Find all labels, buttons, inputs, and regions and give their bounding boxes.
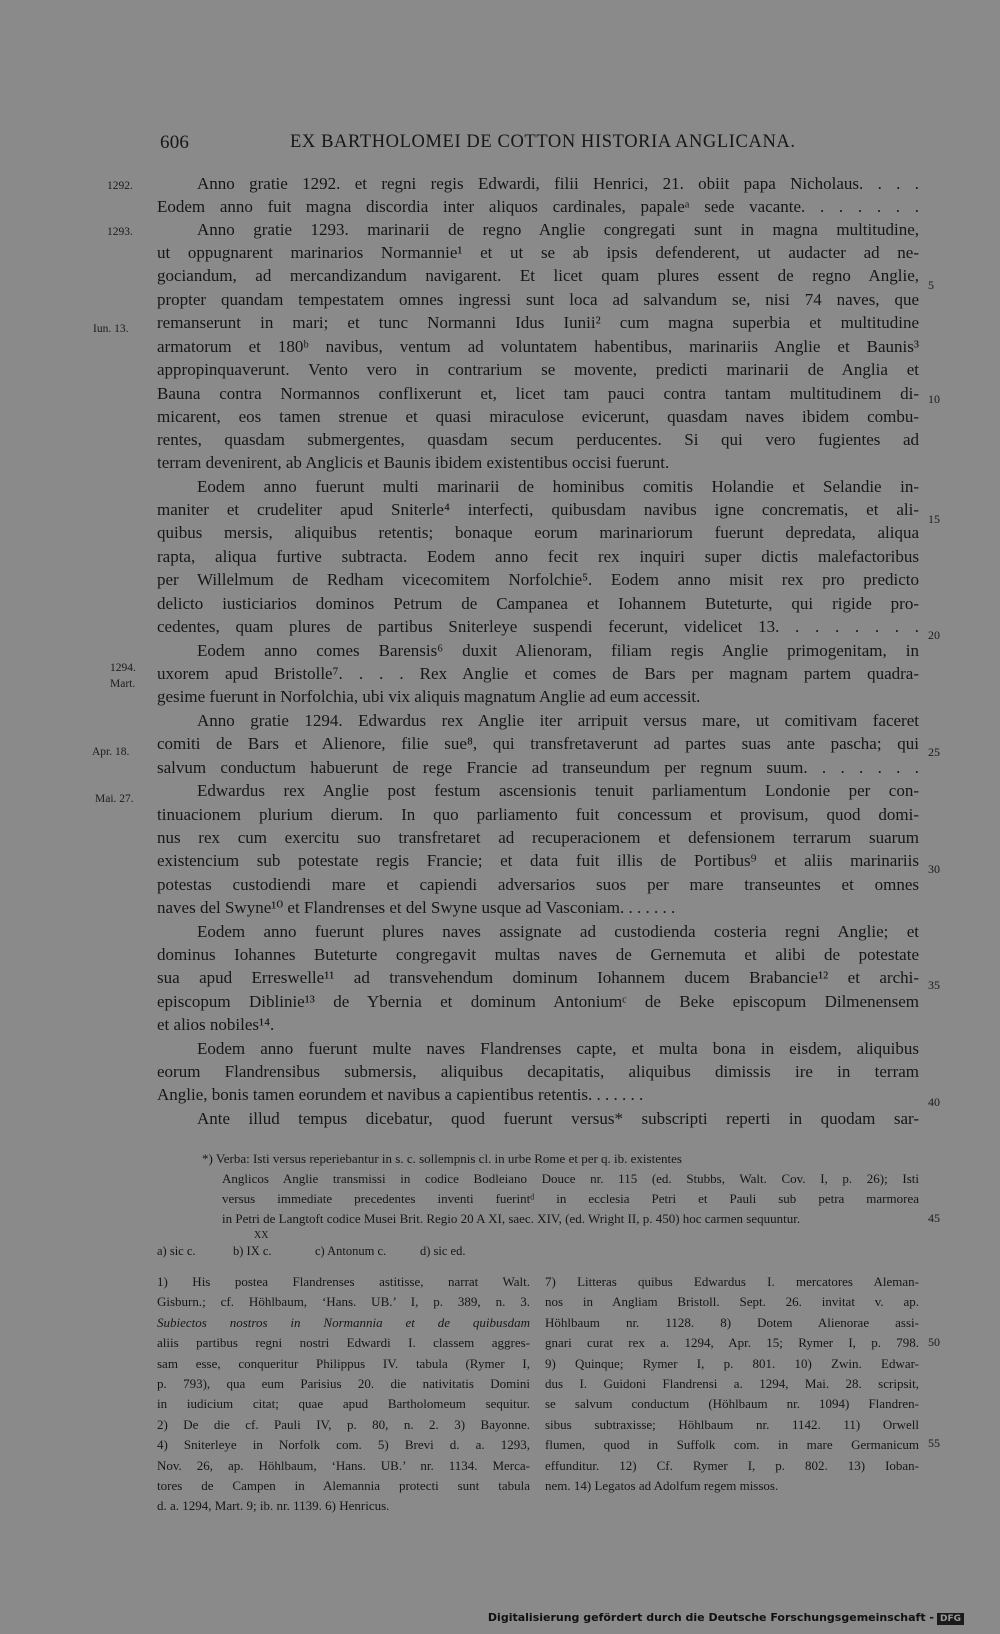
margin-date-apr18: Apr. 18. <box>92 746 130 758</box>
dfg-logo: DFG <box>937 1613 964 1625</box>
text-line: et alios nobiles¹⁴. <box>157 1015 275 1034</box>
text-line: dominus Iohannes Buteturte congregavit multas naves de Gernemuta et alibi de potestate <box>157 945 919 964</box>
line-number: 40 <box>928 1095 940 1109</box>
text-line: maniter et crudeliter apud Sniterle⁴ interfecti, quibusdam navibus igne concrematis, et ali- <box>157 500 919 519</box>
asterisk-footnote-line: *) Verba: Isti versus reperiebantur in s. c. sollempnis cl. in urbe Rome et per q. ib. existentes <box>202 1151 682 1166</box>
line-number: 5 <box>928 278 934 292</box>
footnote-line: 4) Sniterleye in Norfolk com. 5) Brevi d. a. 1293, <box>157 1437 530 1453</box>
text-line: Eodem anno fuerunt multi marinarii de hominibus comitis Holandie et Selandie in- <box>197 477 919 496</box>
footnote-line: flumen, quod in Suffolk com. in mare Germanicum <box>545 1437 919 1453</box>
margin-year-1293: 1293. <box>107 226 133 238</box>
margin-date-iun13: Iun. 13. <box>93 323 129 335</box>
line-number: 25 <box>928 745 940 759</box>
line-number: 30 <box>928 862 940 876</box>
text-line: Anno gratie 1294. Edwardus rex Anglie iter arripuit versus mare, ut comitivam faceret <box>197 711 919 730</box>
variant-c: c) Antonum c. <box>315 1244 387 1258</box>
footnote-line: in iudicium citat; quae apud Bartholomeum sequitur. <box>157 1396 530 1412</box>
asterisk-footnote-line: in Petri de Langtoft codice Musei Brit. Regio 20 A XI, saec. XIV, (ed. Wright II, p. 450) hoc carmen sequuntur. <box>222 1211 801 1226</box>
text-line: Eodem anno comes Barensis⁶ duxit Alienoram, filiam regis Anglie primogenitam, in <box>197 641 919 660</box>
text-line: delicto iusticiarios dominos Petrum de Campanea et Iohannem Buteturte, qui rigide pro- <box>157 594 919 613</box>
asterisk-footnote-line: Anglicos Anglie transmissi in codice Bodleiano Douce nr. 115 (ed. Stubbs, Walt. Cov. I, p. 26); Isti <box>222 1171 919 1186</box>
text-line: nus rex cum exercitu suo transfretaret ad recuperacionem et defensionem terrarum suarum <box>157 828 919 847</box>
line-number: 20 <box>928 628 940 642</box>
asterisk-footnote-line: versus immediate precedentes inventi fuerintᵈ in ecclesia Petri et Pauli sub petra marmorea <box>222 1191 919 1206</box>
footnote-line: effunditur. 12) Cf. Rymer I, p. 802. 13) Ioban- <box>545 1457 919 1473</box>
footnote-line: 1) His postea Flandrenses astitisse, narrat Walt. <box>157 1274 530 1289</box>
footnote-line: sam esse, conqueritur Philippus IV. tabula (Rymer I, <box>157 1355 530 1371</box>
text-line: Bauna contra Normannos conflixerunt et, licet tam pauci contra tantam multitudinem di- <box>157 384 919 403</box>
text-line: salvum conductum habuerunt de rege Francie ad transeundum per regnum suum. . . . . . . <box>157 758 919 777</box>
text-line: sua apud Erreswelle¹¹ ad transvehendum dominum Iohannem ducem Brabancie¹² et archi- <box>157 968 919 987</box>
running-title: EX BARTHOLOMEI DE COTTON HISTORIA ANGLICANA. <box>290 132 796 152</box>
variant-superscript: XX <box>254 1230 269 1241</box>
margin-year-1292: 1292. <box>107 180 133 192</box>
text-line: propter quandam tempestatem omnes ingressi sunt loca ad salvandum se, nisi 74 naves, que <box>157 290 919 309</box>
margin-year-1294: 1294. <box>110 662 136 674</box>
text-line: Eodem anno fuerunt multe naves Flandrenses capte, et multa bona in eisdem, aliquibus <box>197 1039 919 1058</box>
footnote-line: Nov. 26, ap. Höhlbaum, ‘Hans. UB.’ nr. 1134. Merca- <box>157 1457 530 1473</box>
footnote-line: p. 793), qua eum Parisius 20. die nativitatis Domini <box>157 1376 530 1392</box>
footnotes-right-column <box>545 1272 919 1496</box>
text-line: rapta, aliqua furtive subtracta. Eodem anno fecit rex inquiri super dictis malefactoribus <box>157 547 919 566</box>
footnote-line: dus I. Guidoni Flandrensi a. 1294, Mai. 28. scripsit, <box>545 1376 919 1392</box>
line-number: 35 <box>928 978 940 992</box>
text-line: remanserunt in mari; et tunc Normanni Idus Iunii² cum magna superbia et multitudine <box>157 313 919 332</box>
footnote-line: se salvum conductum (Höhlbaum nr. 1094) Flandren- <box>545 1396 919 1412</box>
text-line: per Willelmum de Redham vicecomitem Norfolchie⁵. Eodem anno misit rex pro predicto <box>157 570 919 589</box>
text-line: ut oppugnarent marinarios Normannie¹ et ut se ab ipsis defenderent, ut audacter ad ne- <box>157 243 919 262</box>
footnote-line: 9) Quinque; Rymer I, p. 801. 10) Zwin. Edwar- <box>545 1355 919 1371</box>
text-line: Eodem anno fuerunt plures naves assignate ad custodienda costeria regni Anglie; et <box>197 922 919 941</box>
footnote-line: Subiectos nostros in Normannia et de quibusdam <box>157 1314 530 1330</box>
text-line: tinuacionem plurium dierum. In quo parliamento fuit concessum et provisum, quod domi- <box>157 805 919 824</box>
text-line: Anno gratie 1292. et regni regis Edwardi, filii Henrici, 21. obiit papa Nicholaus. . . . <box>197 174 919 193</box>
line-number: 45 <box>928 1211 940 1225</box>
footnote-line: aliis partibus regni nostri Edwardi I. classem aggres- <box>157 1335 530 1351</box>
line-number: 55 <box>928 1436 940 1450</box>
text-line: gesime fuerunt in Norfolchia, ubi vix aliquis magnatum Anglie ad eum accessit. <box>157 687 701 706</box>
text-line: Ante illud tempus dicebatur, quod fuerunt versus* subscripti reperti in quodam sar- <box>197 1109 919 1128</box>
text-line: naves del Swyne¹⁰ et Flandrenses et del Swyne usque ad Vasconiam. . . . . . . <box>157 898 676 917</box>
line-number: 50 <box>928 1335 940 1349</box>
footnote-line: sibus subtraxisse; Höhlbaum nr. 1142. 11) Orwell <box>545 1416 919 1432</box>
text-line: Anno gratie 1293. marinarii de regno Anglie congregati sunt in magna multitudine, <box>197 220 919 239</box>
line-number: 15 <box>928 512 940 526</box>
footnote-line: gnari curat rex a. 1294, Apr. 15; Rymer I, p. 798. <box>545 1335 919 1351</box>
text-line: rentes, quasdam submergentes, quasdam secum perducentes. Si qui vero fugientes ad <box>157 430 919 449</box>
text-line: terram devenirent, ab Anglicis et Baunis ibidem existentibus occisi fuerunt. <box>157 453 670 472</box>
text-line: comiti de Bars et Alienore, filie sue⁸, qui transfretaverunt ad partes suas ante pascha; qui <box>157 734 919 753</box>
text-line: eorum Flandrensibus submersis, aliquibus decapitatis, aliquibus dimissis ire in terram <box>157 1062 919 1081</box>
footnote-line: Höhlbaum nr. 1128. 8) Dotem Alienorae assi- <box>545 1314 919 1330</box>
text-line: armatorum et 180ᵇ navibus, ventum ad voluntatem habentibus, marinariis Anglie et Baunis³ <box>157 337 919 356</box>
text-line: existencium sub potestate regis Francie; et data fuit illis de Portibus⁹ et aliis marinariis <box>157 851 919 870</box>
text-line: gociandum, ad mercandizandum navigarent. Et licet quam plures essent de regno Anglie, <box>157 266 919 285</box>
text-line: uxorem apud Bristolle⁷. . . . Rex Anglie et comes de Bars per magnam partem quadra- <box>157 664 919 683</box>
text-line: potestas custodiendi mare et capiendi adversarios suos per mare transeuntes et omnes <box>157 875 919 894</box>
line-number: 10 <box>928 392 940 406</box>
text-line: Edwardus rex Anglie post festum ascensionis tenuit parliamentum Londonie per con- <box>197 781 919 800</box>
footnote-line: d. a. 1294, Mart. 9; ib. nr. 1139. 6) Henricus. <box>157 1498 390 1514</box>
footnote-line: 7) Litteras quibus Edwardus I. mercatores Aleman- <box>545 1274 919 1289</box>
text-line: episcopum Diblinie¹³ de Ybernia et dominum Antoniumᶜ de Beke episcopum Dilmenensem <box>157 992 919 1011</box>
footnote-line: nem. 14) Legatos ad Adolfum regem missos. <box>545 1478 779 1494</box>
text-line: cedentes, quam plures de partibus Sniterleye suspendi fecerunt, videlicet 13. . . . . . . . <box>157 617 919 636</box>
footnotes-left-column <box>157 1272 530 1517</box>
text-line: quibus mersis, aliquibus retentis; bonaque eorum marinariorum fuerunt depredata, aliqua <box>157 523 919 542</box>
footnote-line: tores de Campen in Alemannia protecti sunt tabula <box>157 1478 530 1494</box>
text-line: Eodem anno fuit magna discordia inter aliquos cardinales, papaleᵃ sede vacante. . . . . . . <box>157 197 919 216</box>
footnote-line: Gisburn.; cf. Höhlbaum, ‘Hans. UB.’ I, p. 389, n. 3. <box>157 1294 530 1310</box>
text-line: Anglie, bonis tamen eorundem et navibus a capientibus retentis. . . . . . . <box>157 1085 644 1104</box>
footnote-line: nos in Angliam Bristoll. Sept. 26. invitat v. ap. <box>545 1294 919 1310</box>
margin-date-mai27: Mai. 27. <box>95 793 134 805</box>
footnote-line: 2) De die cf. Pauli IV, p. 80, n. 2. 3) Bayonne. <box>157 1416 530 1432</box>
variant-a: a) sic c. <box>157 1244 196 1258</box>
page-number: 606 <box>160 132 190 153</box>
variant-b: b) IX c. <box>233 1244 272 1258</box>
text-line: micarent, eos tamen strenue et quasi miraculose evicerunt, quasdam naves ibidem combu- <box>157 407 919 426</box>
credit-text: Digitalisierung gefördert durch die Deutsche Forschungsgemeinschaft - <box>487 1611 934 1624</box>
text-line: appropinquaverunt. Vento vero in contrarium se movente, predicti marinarii de Anglia et <box>157 360 919 379</box>
margin-date-mart: Mart. <box>110 678 136 690</box>
variant-d: d) sic ed. <box>420 1244 466 1258</box>
digitization-credit <box>488 1611 964 1625</box>
